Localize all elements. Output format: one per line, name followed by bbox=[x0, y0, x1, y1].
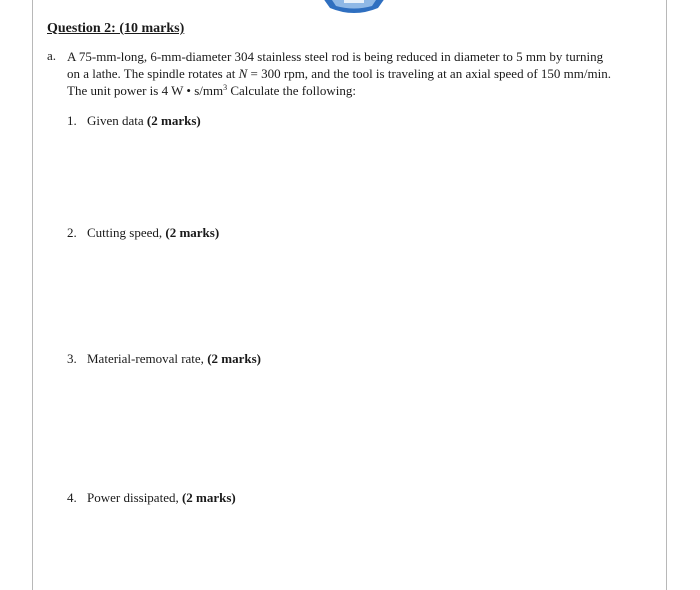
university-logo bbox=[318, 0, 390, 16]
sub-question-1-label: Given data bbox=[87, 113, 147, 128]
sub-question-2-marks: (2 marks) bbox=[165, 225, 220, 240]
sub-question-1: 1. Given data (2 marks) bbox=[67, 113, 201, 128]
sub-question-2: 2. Cutting speed, (2 marks) bbox=[67, 225, 220, 240]
page-border-left bbox=[32, 0, 33, 590]
page-border-right bbox=[666, 0, 667, 590]
problem-line-2: on a lathe. The spindle rotates at N = 300 rpm, and the tool is traveling at an axial speed of 150 mm/min. bbox=[67, 66, 611, 81]
sub-question-4-label: Power dissipated, bbox=[87, 490, 182, 505]
problem-line-1: A 75-mm-long, 6-mm-diameter 304 stainless steel rod is being reduced in diameter to 5 mm by turning bbox=[67, 49, 604, 64]
problem-line-3: The unit power is 4 W • $s/mm^3$ Calculate the following: bbox=[67, 83, 356, 98]
sub-question-4-marks: (2 marks) bbox=[181, 490, 236, 505]
sub-question-3-marks: (2 marks) bbox=[207, 351, 261, 366]
sub-question-4: 4. Power dissipated, (2 marks) bbox=[67, 490, 236, 505]
question-title: Question 2: (10 marks) bbox=[47, 21, 185, 36]
sub-question-1-marks: (2 marks) bbox=[146, 113, 201, 128]
sub-question-2-label: Cutting speed, bbox=[87, 225, 166, 240]
sub-question-3-label: Material-removal rate, bbox=[87, 351, 208, 366]
part-a-problem-statement bbox=[67, 48, 662, 99]
sub-question-3: 3. Material-removal rate, (2 marks) bbox=[67, 351, 261, 366]
spindle-speed-variable: N bbox=[238, 66, 248, 81]
part-a-label: a. bbox=[47, 48, 57, 63]
